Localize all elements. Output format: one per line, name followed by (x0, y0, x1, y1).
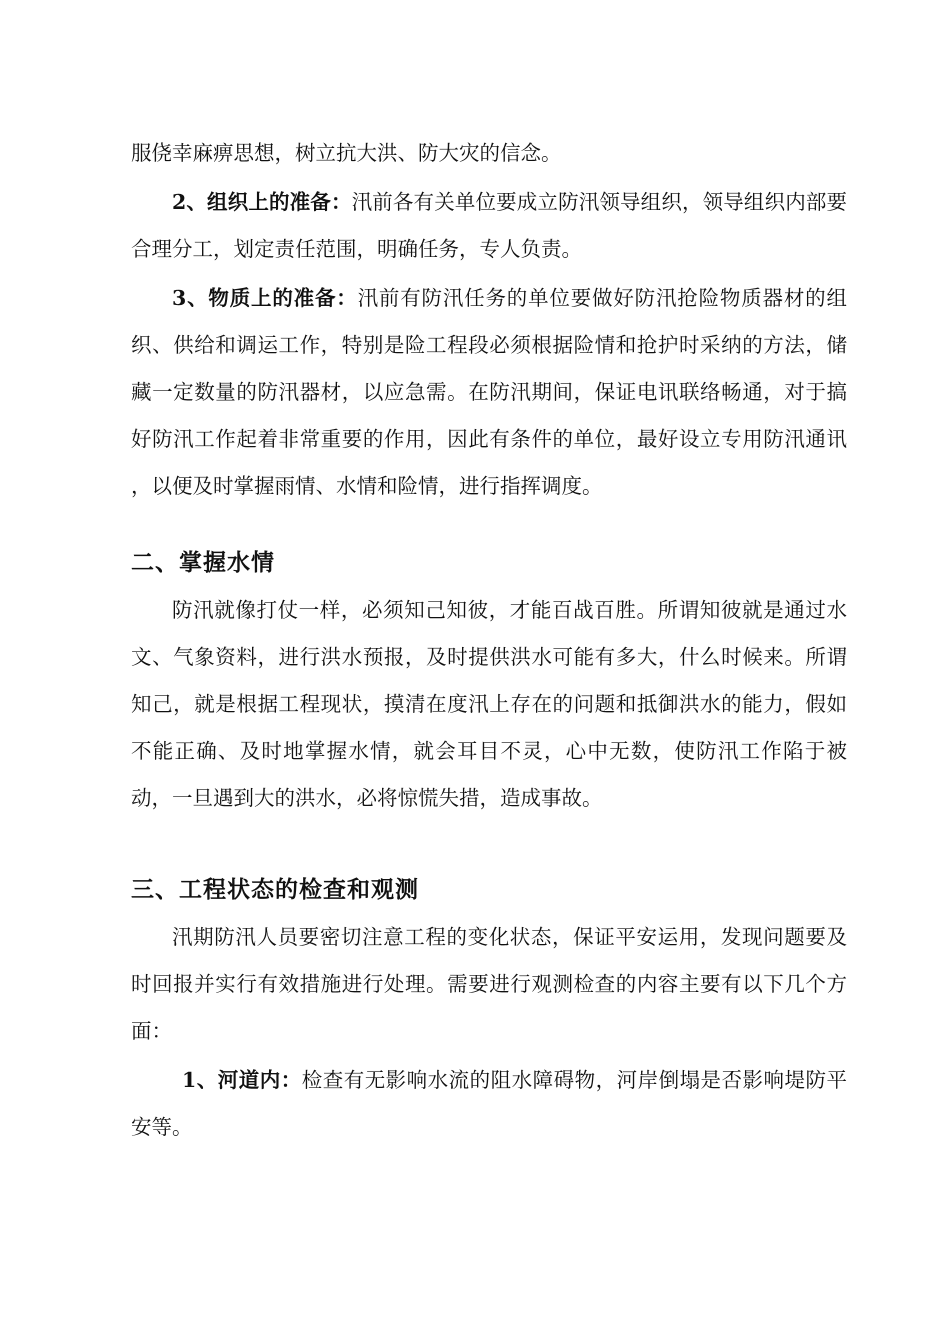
document-body (131, 130, 888, 1151)
item-2-label: 2、组织上的准备： (172, 190, 352, 214)
item-3-text: 汛前有防汛任务的单位要做好防汛抢险物质器材的组织、供给和调运工作，特别是险工程段必须根据险情和抢护时采纳的方法，储藏一定数量的防汛器材，以应急需。在防汛期间，保证电讯联络畅通，对于搞好防汛工作起着非常重要的作用，因此有条件的单位，最好设立专用防汛通讯 ，以便及时掌握雨情、水情和险情，进行指挥调度。 (131, 286, 888, 498)
paragraph-water-situation: 防汛就像打仗一样，必须知己知彼，才能百战百胜。所谓知彼就是通过水文、气象资料，进行洪水预报，及时提供洪水可能有多大，什么时候来。所谓知己，就是根据工程现状，摸清在度汛上存在的问题和抵御洪水的能力，假如不能正确、及时地掌握水情，就会耳目不灵，心中无数，使防汛工作陷于被动，一旦遇到大的洪水，必将惊慌失措，造成事故。 (131, 598, 847, 810)
paragraph-inspection: 汛期防汛人员要密切注意工程的变化状态，保证平安运用，发现问题要及时回报并实行有效措施进行处理。需要进行观测检查的内容主要有以下几个方面： (131, 925, 847, 1043)
section-heading-water-situation: 二、掌握水情 (131, 550, 275, 576)
river-channel-text: 检查有无影响水流的阻水障碍物，河岸倒塌是否影响堤防平安等。 (131, 1068, 848, 1139)
item-2-text: 汛前各有关单位要成立防汛领导组织，领导组织内部要合理分工，划定责任范围，明确任务，专人负责。 (131, 190, 848, 261)
paragraph-river-channel (131, 1057, 847, 1151)
section-heading-inspection: 三、工程状态的检查和观测 (131, 877, 419, 903)
river-channel-label: 1、河道内： (182, 1068, 302, 1092)
paragraph-continuation: 服侥幸麻痹思想，树立抗大洪、防大灾的信念。 (131, 141, 562, 165)
item-3-label: 3、物质上的准备： (172, 286, 358, 310)
paragraph-item-2 (131, 179, 847, 273)
paragraph-item-3 (131, 275, 888, 510)
